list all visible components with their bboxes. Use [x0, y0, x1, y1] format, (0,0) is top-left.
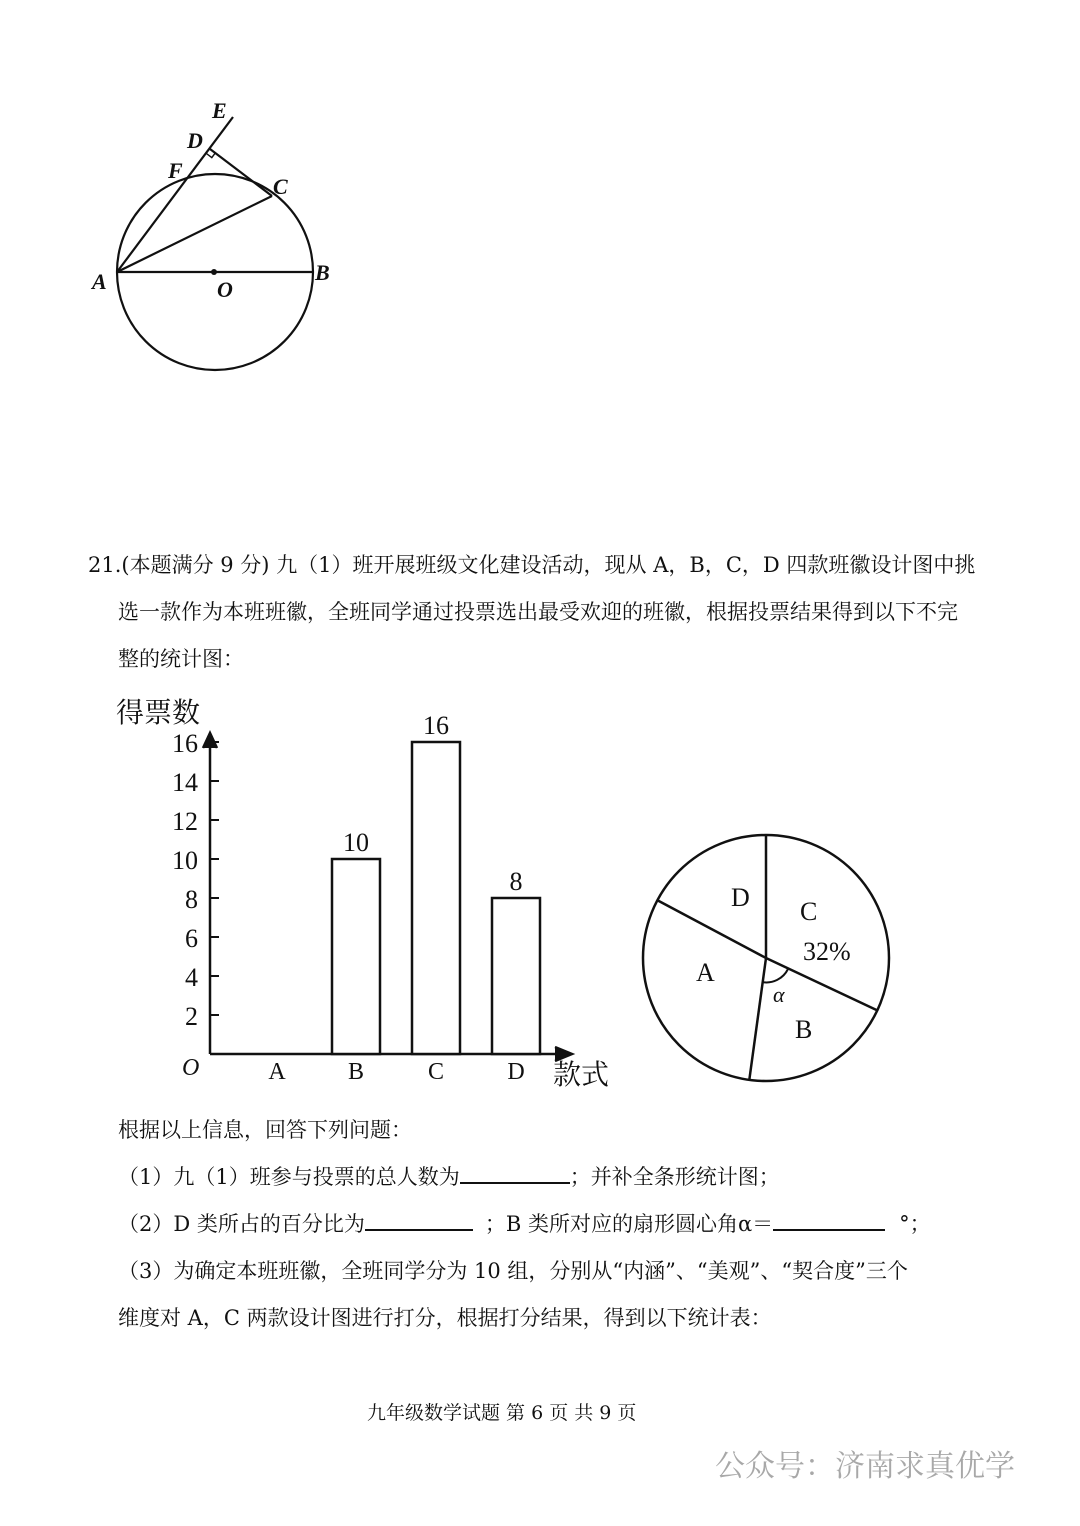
- question-intro-line-3: 整的统计图：: [118, 647, 244, 671]
- point-label-d: D: [187, 128, 203, 153]
- y-tick-label: 14: [172, 768, 198, 797]
- bar-c: [412, 742, 460, 1054]
- y-tick-label: 8: [185, 885, 198, 914]
- y-axis-label: 得票数: [116, 698, 201, 729]
- category-label-c: C: [427, 1059, 445, 1085]
- page-footer: 九年级数学试题 第 6 页 共 9 页: [367, 1402, 637, 1424]
- answer-blank-d-percent[interactable]: [365, 1209, 473, 1231]
- right-angle-mark: [206, 153, 215, 158]
- account-watermark: 公众号：济南求真优学: [715, 1449, 1015, 1484]
- bar-d: [492, 898, 540, 1054]
- sub-question-2-middle: ；B 类所对应的扇形圆心角α＝: [484, 1212, 774, 1236]
- pie-chart: [635, 825, 900, 1090]
- y-tick-label: 4: [185, 963, 198, 992]
- sub-question-2: [118, 1201, 931, 1248]
- question-intro-line-2: 选一款作为本班班徽，全班同学通过投票选出最受欢迎的班徽，根据投票结果得到以下不完: [118, 600, 958, 624]
- point-label-f: F: [168, 158, 183, 183]
- bar-value-label: 16: [423, 711, 449, 740]
- y-axis-arrow: [203, 733, 217, 748]
- center-point-o: [211, 269, 217, 275]
- info-line: 根据以上信息，回答下列问题：: [118, 1118, 412, 1142]
- bar-value-label: 8: [509, 867, 523, 896]
- bar-chart: [110, 690, 620, 1100]
- answer-blank-total[interactable]: [460, 1162, 570, 1184]
- category-label-d: D: [507, 1059, 525, 1085]
- y-tick-label: 12: [172, 807, 198, 836]
- question-number: 21.(本题满分 9 分): [88, 553, 270, 577]
- origin-label: O: [182, 1055, 200, 1081]
- y-tick-label: 2: [185, 1002, 198, 1031]
- pie-label-d: D: [731, 883, 750, 912]
- question-intro-line-1: [88, 542, 975, 589]
- question-intro-text: 九（1）班开展班级文化建设活动，现从 A，B，C，D 四款班徽设计图中挑: [276, 553, 976, 577]
- y-tick-label: 6: [185, 924, 198, 953]
- pie-percent-c: 32%: [803, 937, 851, 966]
- y-tick-label: 16: [172, 729, 198, 758]
- sub-question-3-line-1: （3）为确定本班班徽，全班同学分为 10 组，分别从“内涵”、“美观”、“契合度”三个: [118, 1259, 908, 1283]
- sub-question-2-tail: °；: [899, 1212, 931, 1236]
- category-label-b: B: [347, 1059, 365, 1085]
- bar-value-label: 10: [343, 828, 369, 857]
- x-axis-label: 款式: [553, 1060, 610, 1091]
- question-intro: [88, 542, 975, 683]
- sub-question-1: [118, 1154, 931, 1201]
- line-ae: [117, 117, 233, 272]
- pie-label-b: B: [795, 1015, 813, 1044]
- sub-question-1-tail: ；并补全条形统计图；: [569, 1165, 780, 1189]
- pie-label-a: A: [696, 958, 715, 987]
- pie-alpha-label: α: [773, 982, 785, 1007]
- sub-question-3-line-2: 维度对 A，C 两款设计图进行打分，根据打分结果，得到以下统计表：: [118, 1306, 772, 1330]
- sub-question-2-text: （2）D 类所占的百分比为: [118, 1212, 365, 1236]
- sub-questions: [118, 1107, 931, 1342]
- pie-label-c: C: [800, 897, 818, 926]
- sub-question-1-text: （1）九（1）班参与投票的总人数为: [118, 1165, 460, 1189]
- point-label-c: C: [273, 174, 288, 199]
- point-label-o: O: [217, 277, 233, 302]
- category-label-a: A: [268, 1059, 286, 1085]
- answer-blank-alpha[interactable]: [773, 1209, 885, 1231]
- point-label-e: E: [212, 98, 227, 123]
- geometry-lines: [117, 117, 313, 370]
- bar-b: [332, 859, 380, 1054]
- x-axis-arrow: [555, 1047, 572, 1061]
- line-dc: [210, 149, 272, 196]
- y-tick-label: 10: [172, 846, 198, 875]
- circle-geometry-figure: [80, 90, 360, 390]
- point-label-a: A: [92, 269, 107, 294]
- point-label-b: B: [315, 260, 330, 285]
